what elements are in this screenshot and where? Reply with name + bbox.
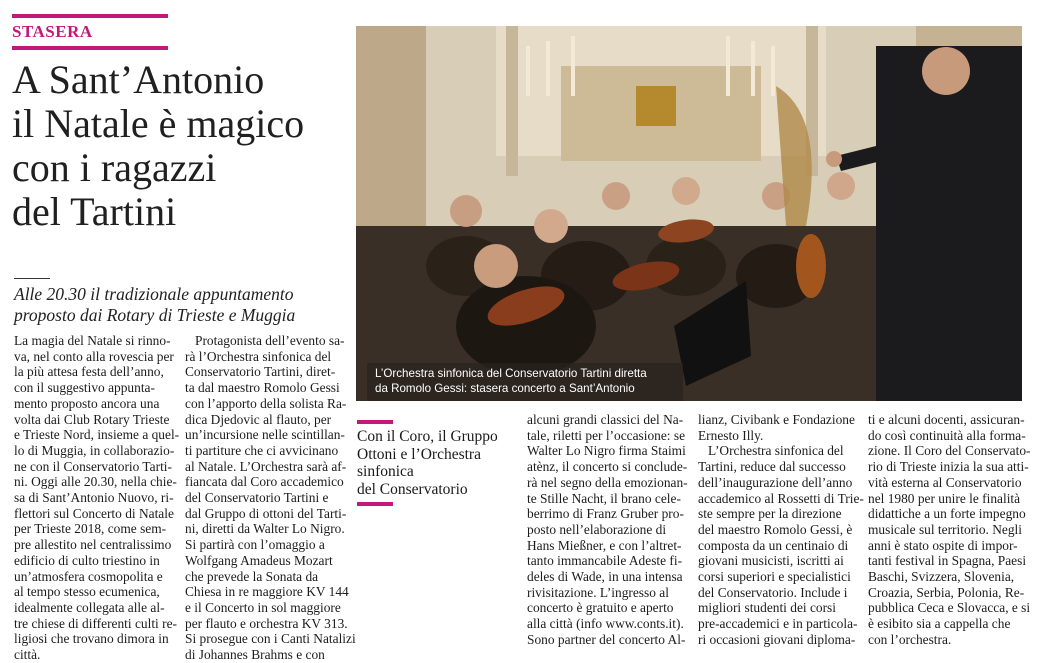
text-line: di Johannes Brahms e con — [185, 647, 325, 663]
text-line: corsi superiori e specialistici — [698, 569, 851, 585]
text-line: con il suggestivo appunta- — [14, 380, 155, 396]
pullquote — [357, 428, 507, 498]
text-line: berrimo di Franz Gruber pro- — [527, 506, 684, 522]
photo-caption — [367, 363, 683, 401]
article-column-2 — [185, 333, 356, 663]
text-line: e Trieste Nord, insieme a quel- — [14, 427, 180, 443]
text-line: edificio di culto triestino in — [14, 552, 160, 568]
text-line: pre allestito nel centralissimo — [14, 537, 172, 553]
text-line: e il Concerto in sol maggiore — [185, 599, 341, 615]
text-line: Hans Mießner, e con l’altret- — [527, 537, 682, 553]
article-column-3 — [527, 412, 688, 648]
text-line: rà l’Orchestra sinfonica del — [185, 348, 332, 364]
kicker-label: STASERA — [12, 22, 93, 41]
headline-line: il Natale è magico — [12, 101, 305, 146]
text-line: ne con il Conservatorio Tarti- — [14, 458, 172, 474]
text-line: la più attesa festa dell’anno, — [14, 364, 164, 380]
pullquote-top-rule — [357, 420, 393, 424]
caption-line: da Romolo Gessi: stasera concerto a Sant’Antonio — [375, 382, 635, 395]
kicker-top-rule — [12, 14, 168, 18]
text-line: tanto immancabile Adeste fi- — [527, 553, 683, 569]
text-line: Ernesto Illy. — [698, 427, 764, 443]
text-line: musicale sul territorio. Negli — [868, 521, 1022, 537]
text-line: fiancata dal Coro accademico — [185, 474, 344, 490]
text-line: rivisitazione. L’ingresso al — [527, 584, 669, 600]
text-line: Conservatorio Tartini, diret- — [185, 364, 336, 380]
text-line: dal Gruppo di ottoni del Tarti- — [185, 505, 347, 521]
text-line: con l’orchestra. — [868, 631, 952, 647]
text-line: concerto è gratuito e aperto — [527, 600, 674, 616]
text-line: Sono partner del concerto Al- — [527, 631, 686, 647]
text-line: migliori studenti dei corsi — [698, 600, 836, 616]
headline-line: con i ragazzi — [12, 145, 217, 190]
text-line: pre-accademici e in particola- — [698, 616, 858, 632]
text-line: anni è stato ospite di impor- — [868, 537, 1018, 553]
text-line: al Natale. L’Orchestra sarà af- — [185, 458, 347, 474]
text-line: Baschi, Svizzera, Slovenia, — [868, 569, 1015, 585]
text-line: ligiosi che trovano dimora in — [14, 631, 169, 647]
orchestra-photo-illustration — [356, 26, 1022, 401]
text-line: posto nell’elaborazione di — [527, 521, 667, 537]
headline — [12, 58, 352, 234]
text-line: atènz, il concerto si conclude- — [527, 459, 688, 475]
text-line: Tartini, reduce dal successo — [698, 459, 846, 475]
text-line: Si partirà con l’omaggio a — [185, 537, 325, 553]
text-line: dica Djedovic al flauto, per — [185, 411, 332, 427]
article-column-5 — [868, 412, 1031, 648]
text-line: Si prosegue con i Canti Natalizi — [185, 631, 356, 647]
text-line: del Conservatorio Tartini e — [185, 490, 329, 506]
text-line: ti e alcuni docenti, assicuran- — [868, 412, 1025, 427]
text-line: ste sempre per la direzione — [698, 506, 842, 522]
article-column-1 — [14, 333, 179, 663]
text-line: un’incursione nelle scintillan- — [185, 427, 345, 443]
text-line: giovani musicisti, iscritti ai — [698, 553, 844, 569]
text-line: con l’apporto della solista Ra- — [185, 395, 347, 411]
text-line: al tempo stesso ecumenica, — [14, 584, 160, 600]
text-line: ri occasioni giovani diploma- — [698, 631, 856, 647]
text-line: tale, riletti per l’occasione: se — [527, 427, 686, 443]
article-column-4 — [698, 412, 864, 648]
pullquote-bottom-rule — [357, 502, 393, 506]
subhead-line: Alle 20.30 il tradizionale appuntamento — [14, 284, 294, 304]
text-line: tanti festival in Spagna, Paesi — [868, 553, 1027, 569]
text-line: L’Orchestra sinfonica del — [708, 443, 844, 459]
kicker-bottom-rule — [12, 46, 168, 50]
subhead — [14, 284, 344, 326]
headline-line: A Sant’Antonio — [12, 57, 265, 102]
text-line: del maestro Romolo Gessi, è — [698, 521, 853, 537]
text-line: per flauto e orchestra KV 313. — [185, 615, 348, 631]
text-line: La magia del Natale si rinno- — [14, 333, 171, 348]
text-line: tre chiese di differenti culti re- — [14, 615, 177, 631]
pullquote-line: Con il Coro, il Gruppo — [357, 428, 498, 445]
text-line: deles di Wade, in una intensa — [527, 569, 683, 585]
text-line: alcuni grandi classici del Na- — [527, 412, 684, 427]
text-line: pubblica Ceca e Slovacca, e si — [868, 600, 1031, 616]
pullquote-line: Ottoni e l’Orchestra — [357, 445, 481, 463]
text-line: lianz, Civibank e Fondazione — [698, 412, 855, 427]
text-line: per Trieste 2018, come sem- — [14, 521, 167, 537]
text-line: sa di Sant’Antonio Nuovo, ri- — [14, 490, 174, 506]
headline-line: del Tartini — [12, 189, 177, 234]
text-line: città. — [14, 647, 41, 663]
text-line: dell’inaugurazione dell’anno — [698, 474, 853, 490]
text-line: didattiche a un forte impegno — [868, 506, 1026, 522]
text-line: ti partiture che ci avvicinano — [185, 442, 339, 458]
text-line: rio di Trieste inizia la sua atti- — [868, 459, 1029, 475]
subhead-rule — [14, 278, 50, 279]
text-line: flettori sul Concerto di Natale — [14, 505, 174, 521]
text-line: va, nel conto alla rovescia per — [14, 348, 174, 364]
text-line: do così continuità alla forma- — [868, 427, 1026, 443]
text-line: accademico al Rossetti di Trie- — [698, 490, 864, 506]
text-line: idealmente collegata alle al- — [14, 599, 165, 615]
text-line: Protagonista dell’evento sa- — [195, 333, 345, 348]
text-line: un’atmosfera cosmopolita e — [14, 568, 163, 584]
text-line: Chiesa in re maggiore KV 144 — [185, 584, 349, 600]
caption-line: L’Orchestra sinfonica del Conservatorio Tartini diretta — [375, 367, 647, 380]
text-line: volta dai Club Rotary Trieste — [14, 411, 170, 427]
text-line: del Conservatorio. Include i — [698, 584, 848, 600]
text-line: mento proposto ancora una — [14, 395, 160, 411]
text-line: vità esterna al Conservatorio — [868, 474, 1022, 490]
text-line: composta da un centinaio di — [698, 537, 849, 553]
text-line: alla città (info www.conts.it). — [527, 616, 684, 632]
text-line: rà nel segno della emozionan- — [527, 474, 688, 490]
text-line: Croazia, Serbia, Polonia, Re- — [868, 584, 1025, 600]
text-line: ni. Oggi alle 20.30, nella chie- — [14, 474, 177, 490]
orchestra-photo — [356, 26, 1022, 401]
text-line: zione. Il Coro del Conservato- — [868, 443, 1031, 459]
subhead-line: proposto dai Rotary di Trieste e Muggia — [14, 305, 296, 325]
text-line: ni, diretti da Walter Lo Nigro. — [185, 521, 345, 537]
text-line: che prevede la Sonata da — [185, 568, 319, 584]
text-line: è esibito sia a cappella che — [868, 616, 1011, 632]
text-line: Wolfgang Amadeus Mozart — [185, 552, 333, 568]
text-line: lo di Muggia, in collaborazio- — [14, 442, 175, 458]
text-line: ta dal maestro Romolo Gessi — [185, 380, 340, 396]
text-line: nel 1980 per unire le finalità — [868, 490, 1021, 506]
text-line: te Stille Nacht, il brano cele- — [527, 490, 681, 506]
pullquote-line: del Conservatorio — [357, 480, 468, 498]
text-line: Walter Lo Nigro firma Staimi — [527, 443, 686, 459]
pullquote-line: sinfonica — [357, 463, 414, 480]
